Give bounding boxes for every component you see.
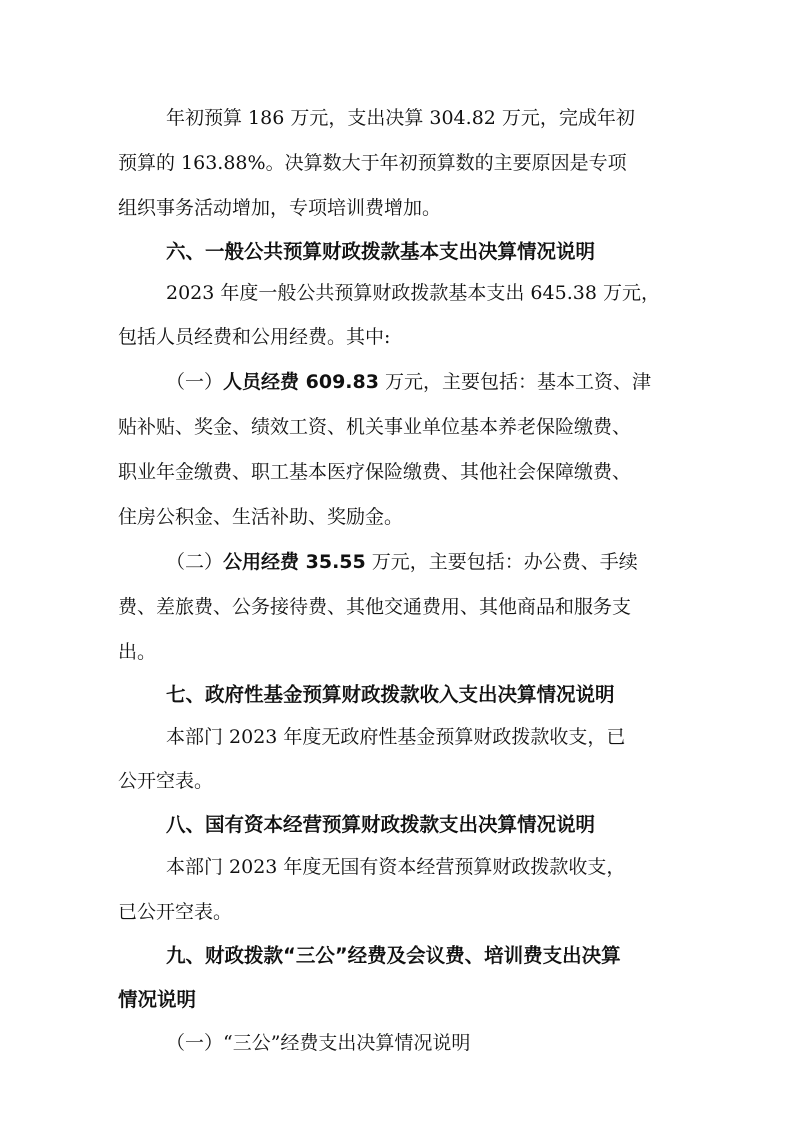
paragraph-line: 组织事务活动增加，专项培训费增加。 [118,197,442,219]
section-heading-9-cont: 情况说明 [118,988,197,1011]
subsection-heading: （一）“三公”经费支出决算情况说明 [166,1032,471,1054]
subsection-bold-label: 公用经费 35.55 [223,551,366,573]
paragraph-line: 2023 年度一般公共预算财政拨款基本支出 645.38 万元， [166,282,660,304]
paragraph-line: 预算的 163.88%。决算数大于年初预算数的主要原因是专项 [118,152,627,174]
section-heading-7: 七、政府性基金预算财政拨款收入支出决算情况说明 [166,683,615,706]
paragraph-line: 已公开空表。 [118,901,233,923]
paragraph-line: 贴补贴、奖金、绩效工资、机关事业单位基本养老保险缴费、 [118,416,632,438]
subsection-line [166,367,651,394]
subsection-text: 万元，主要包括：基本工资、津 [378,371,651,393]
paragraph-line: 费、差旅费、公务接待费、其他交通费用、其他商品和服务支 [118,596,632,618]
subsection-prefix: （二） [166,551,224,573]
paragraph-line: 职业年金缴费、职工基本医疗保险缴费、其他社会保障缴费、 [118,461,632,483]
paragraph-line: 公开空表。 [118,770,214,792]
section-heading-9: 九、财政拨款“三公”经费及会议费、培训费支出决算 [166,944,621,967]
subsection-bold-label: 人员经费 609.83 [223,371,379,393]
paragraph-line: 出。 [118,641,157,663]
section-heading-8: 八、国有资本经营预算财政拨款支出决算情况说明 [166,813,596,836]
subsection-prefix: （一） [166,371,224,393]
paragraph-line: 年初预算 186 万元，支出决算 304.82 万元，完成年初 [166,107,635,129]
paragraph-line: 本部门 2023 年度无国有资本经营预算财政拨款收支， [166,856,626,878]
paragraph-line: 住房公积金、生活补助、奖励金。 [118,506,404,528]
subsection-text: 万元，主要包括：办公费、手续 [365,551,638,573]
section-heading-6: 六、一般公共预算财政拨款基本支出决算情况说明 [166,240,596,263]
paragraph-line: 本部门 2023 年度无政府性基金预算财政拨款收支，已 [166,726,626,748]
subsection-line [166,547,638,574]
paragraph-line: 包括人员经费和公用经费。其中: [118,326,391,348]
